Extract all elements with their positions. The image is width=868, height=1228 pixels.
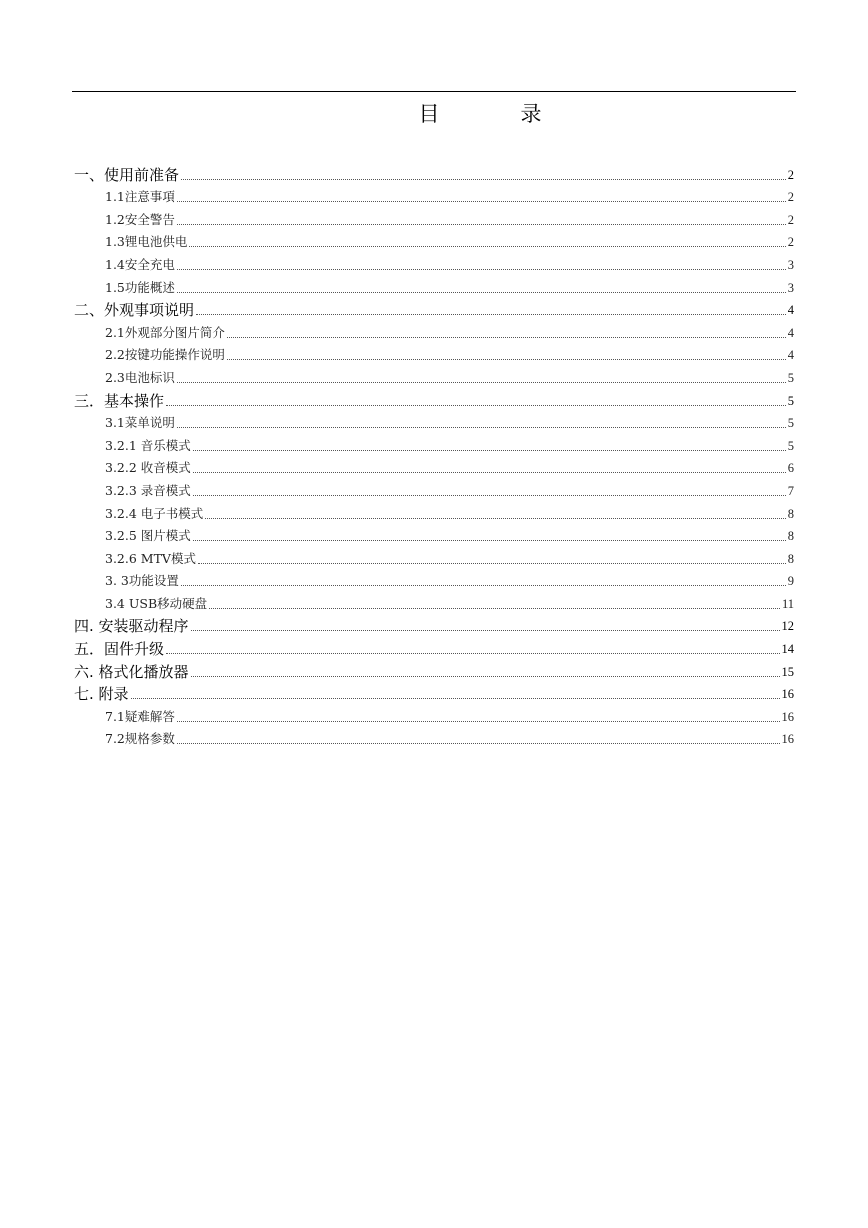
toc-entry-label: 3.2.3 录音模式 xyxy=(105,482,191,498)
toc-entry-label: 六. 格式化播放器 xyxy=(74,662,189,681)
toc-entry-label: 3.1菜单说明 xyxy=(105,415,175,431)
toc-page-number: 2 xyxy=(787,235,794,250)
toc-dot-leader xyxy=(209,608,780,609)
toc-page-number: 5 xyxy=(787,393,794,408)
toc-dot-leader xyxy=(193,472,786,473)
toc-dot-leader xyxy=(193,450,786,451)
toc-page-number: 14 xyxy=(781,642,794,657)
toc-entry-label: 三．基本操作 xyxy=(74,391,165,410)
toc-page-number: 3 xyxy=(787,257,794,272)
toc-dot-leader xyxy=(191,630,780,631)
toc-entry-label: 1.4安全充电 xyxy=(105,256,175,272)
header-rule xyxy=(72,91,796,92)
toc-dot-leader xyxy=(177,201,786,202)
toc-dot-leader xyxy=(196,314,786,315)
toc-page-number: 5 xyxy=(787,438,794,453)
toc-page-number: 15 xyxy=(781,664,794,679)
toc-dot-leader xyxy=(177,427,786,428)
toc-entry-label: 3.2.4 电子书模式 xyxy=(105,505,204,521)
toc-entry-label: 3.2.2 收音模式 xyxy=(105,460,191,476)
toc-dot-leader xyxy=(193,495,786,496)
toc-dot-leader xyxy=(198,563,786,564)
toc-section-entry[interactable] xyxy=(74,364,794,387)
toc-page-number: 6 xyxy=(787,461,794,476)
toc-section-entry[interactable] xyxy=(74,523,794,546)
toc-page-number: 16 xyxy=(781,732,794,747)
toc-entry-label: 七. 附录 xyxy=(74,685,129,704)
toc-entry-label: 7.1疑难解答 xyxy=(105,708,175,724)
toc-section-entry[interactable] xyxy=(74,251,794,274)
toc-entry-label: 二、外观事项说明 xyxy=(74,301,195,320)
toc-dot-leader xyxy=(227,359,786,360)
toc-dot-leader xyxy=(181,585,786,586)
toc-dot-leader xyxy=(177,721,780,722)
toc-page-number: 3 xyxy=(787,280,794,295)
toc-section-entry[interactable] xyxy=(74,726,794,749)
toc-dot-leader xyxy=(227,337,786,338)
toc-section-entry[interactable] xyxy=(74,319,794,342)
toc-chapter-entry[interactable] xyxy=(74,681,794,704)
toc-dot-leader xyxy=(177,743,780,744)
toc-dot-leader xyxy=(181,179,786,180)
toc-page-number: 2 xyxy=(787,167,794,182)
toc-dot-leader xyxy=(166,653,779,654)
toc-entry-label: 7.2规格参数 xyxy=(105,731,175,747)
toc-dot-leader xyxy=(166,405,786,406)
toc-dot-leader xyxy=(177,269,786,270)
toc-chapter-entry[interactable] xyxy=(74,613,794,636)
toc-section-entry[interactable] xyxy=(74,342,794,365)
toc-dot-leader xyxy=(191,676,780,677)
toc-section-entry[interactable] xyxy=(74,545,794,568)
toc-section-entry[interactable] xyxy=(74,703,794,726)
toc-dot-leader xyxy=(131,698,780,699)
toc-entry-label: 2.2按键功能操作说明 xyxy=(105,347,225,363)
toc-section-entry[interactable] xyxy=(74,410,794,433)
toc-page-number: 11 xyxy=(781,596,794,611)
toc-dot-leader xyxy=(177,292,786,293)
toc-page-number: 2 xyxy=(787,212,794,227)
toc-page-number: 16 xyxy=(781,687,794,702)
toc-page-number: 4 xyxy=(787,348,794,363)
toc-page-number: 12 xyxy=(781,619,794,634)
toc-chapter-entry[interactable] xyxy=(74,297,794,320)
toc-page-number: 7 xyxy=(787,483,794,498)
toc-section-entry[interactable] xyxy=(74,455,794,478)
toc-entry-label: 2.3电池标识 xyxy=(105,369,175,385)
toc-page-number: 5 xyxy=(787,370,794,385)
toc-chapter-entry[interactable] xyxy=(74,658,794,681)
toc-section-entry[interactable] xyxy=(74,590,794,613)
toc-section-entry[interactable] xyxy=(74,229,794,252)
toc-entry-label: 1.5功能概述 xyxy=(105,279,175,295)
toc-page-number: 16 xyxy=(781,709,794,724)
toc-entry-label: 1.3锂电池供电 xyxy=(105,234,188,250)
toc-entry-label: 1.1注意事項 xyxy=(105,189,175,205)
toc-section-entry[interactable] xyxy=(74,500,794,523)
toc-section-entry[interactable] xyxy=(74,568,794,591)
toc-entry-label: 3.2.5 图片模式 xyxy=(105,528,191,544)
toc-entry-label: 3.4 USB移动硬盘 xyxy=(105,595,208,611)
toc-entry-label: 四. 安装驱动程序 xyxy=(74,617,189,636)
toc-section-entry[interactable] xyxy=(74,432,794,455)
toc-dot-leader xyxy=(205,518,785,519)
toc-chapter-entry[interactable] xyxy=(74,387,794,410)
toc-section-entry[interactable] xyxy=(74,184,794,207)
toc-section-entry[interactable] xyxy=(74,274,794,297)
toc-section-entry[interactable] xyxy=(74,206,794,229)
toc-entry-label: 2.1外观部分图片简介 xyxy=(105,324,225,340)
toc-entry-label: 五．固件升级 xyxy=(74,640,165,659)
toc-dot-leader xyxy=(189,246,785,247)
toc-page-number: 8 xyxy=(787,506,794,521)
toc-entry-label: 3. 3功能设置 xyxy=(105,573,179,589)
toc-entry-label: 一、使用前准备 xyxy=(74,165,180,184)
toc-entry-label: 1.2安全警告 xyxy=(105,211,175,227)
toc-chapter-entry[interactable] xyxy=(74,635,794,658)
toc-page-number: 9 xyxy=(787,574,794,589)
toc-title: 目 录 xyxy=(418,102,572,126)
toc-dot-leader xyxy=(177,224,786,225)
toc-chapter-entry[interactable] xyxy=(74,161,794,184)
toc-page-number: 8 xyxy=(787,529,794,544)
toc-page-number: 2 xyxy=(787,190,794,205)
toc-page-number: 4 xyxy=(787,303,794,318)
toc-list xyxy=(74,161,794,748)
toc-dot-leader xyxy=(193,540,786,541)
toc-page-number: 8 xyxy=(787,551,794,566)
toc-page-number: 5 xyxy=(787,416,794,431)
toc-dot-leader xyxy=(177,382,786,383)
toc-entry-label: 3.2.1 音乐模式 xyxy=(105,437,191,453)
toc-section-entry[interactable] xyxy=(74,477,794,500)
toc-entry-label: 3.2.6 MTV模式 xyxy=(105,550,196,566)
toc-page-number: 4 xyxy=(787,325,794,340)
